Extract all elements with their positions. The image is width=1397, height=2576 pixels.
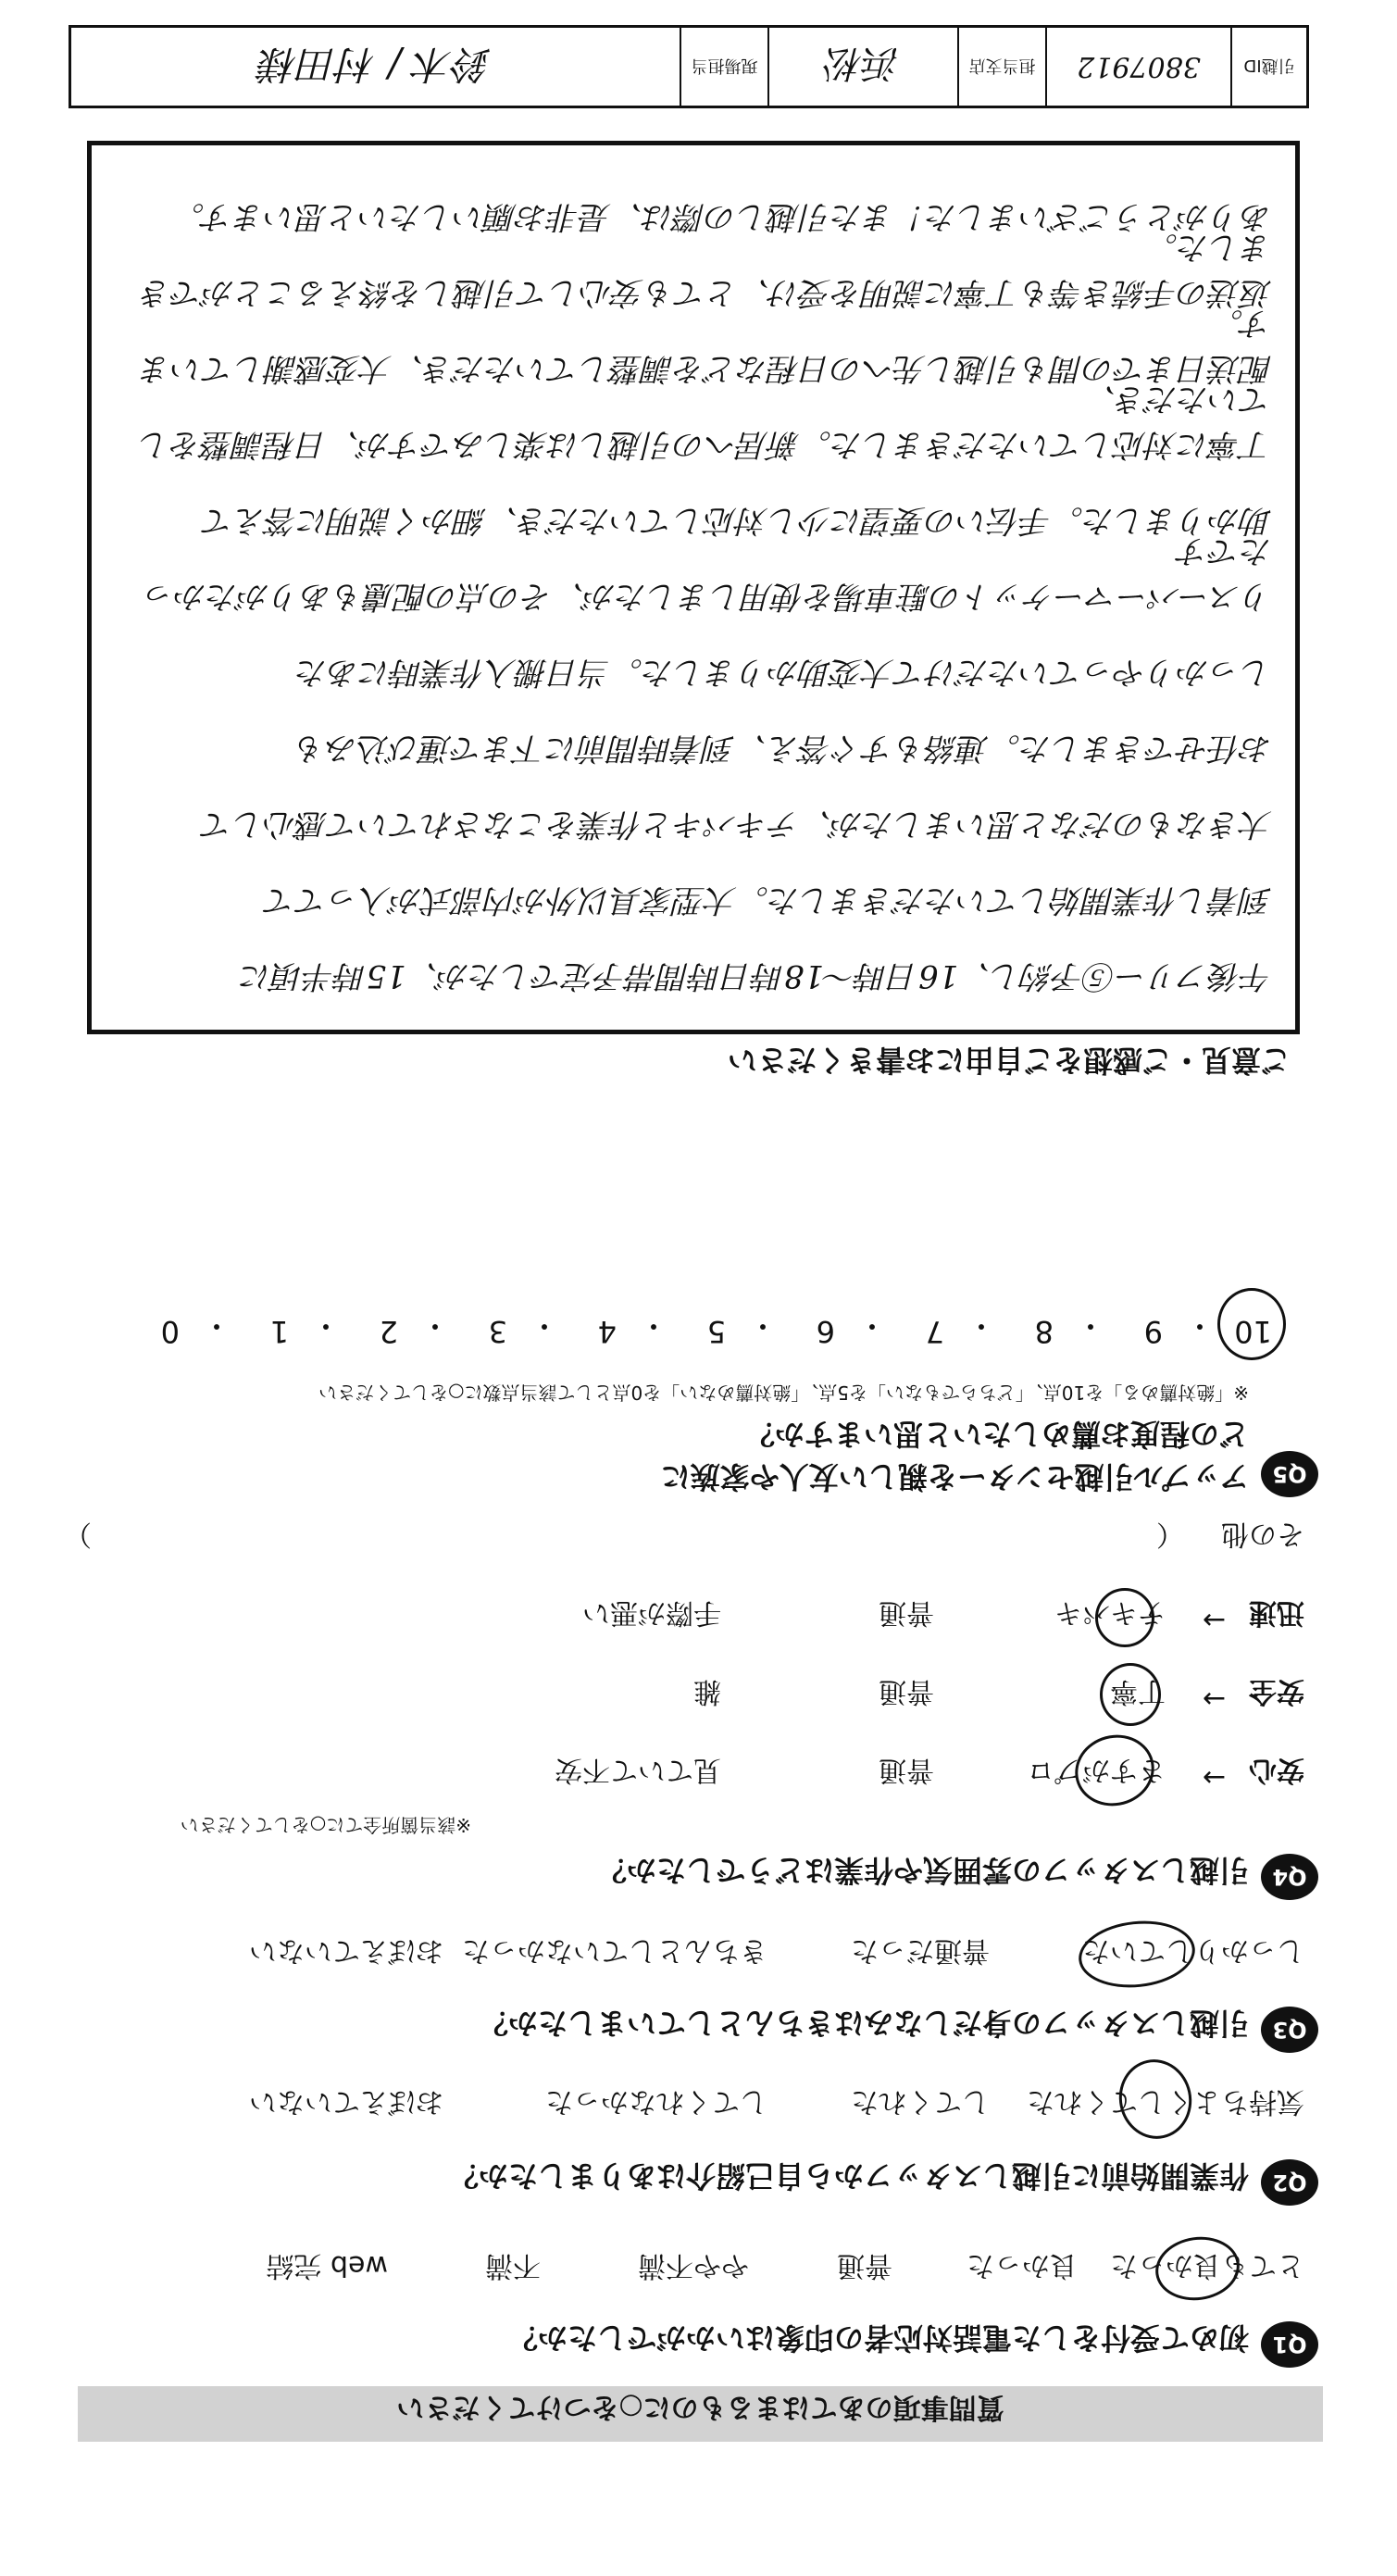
q5-scale-value-4[interactable]: 4 (597, 1314, 617, 1349)
crew-value: 鈴木 / 村田様 (71, 28, 681, 106)
q4-row2-arrow: → (1202, 1682, 1226, 1715)
q2-option-4[interactable]: おぼえていない (249, 2085, 443, 2118)
branch-value: 浜松 (769, 28, 959, 106)
q5-scale-separator: ・ (747, 1308, 778, 1344)
comment-line-5: しっかりやっていただけて大変助かりました。当日搬入作業時にあた (296, 654, 1272, 691)
q5-scale-value-0[interactable]: 0 (160, 1314, 180, 1349)
q5-scale-separator: ・ (1075, 1308, 1105, 1344)
q1-option-2[interactable]: 良かった (967, 2249, 1078, 2282)
q5-question-line2: どの程度お薦めしたいと思いますか？ (744, 1417, 1249, 1452)
comment-line-1: 午後フリー⑤予約し、16日時～18時日時間帯予定でしたが、15時半頃に (240, 957, 1272, 994)
q4-question: 引越しスタッフの雰囲気や作業はどうでしたか？ (596, 1853, 1249, 1888)
q1-option-5[interactable]: 不満 (485, 2249, 541, 2282)
comment-line-3: 大きなものだなと思いましたが、テキパキと作業をこなされていて感心して (202, 806, 1272, 843)
q4-row1-arrow: → (1202, 1761, 1226, 1794)
q5-scale-value-7[interactable]: 7 (925, 1314, 944, 1349)
q2-option-1[interactable]: 気持ちよくしてくれた (1027, 2085, 1304, 2118)
instruction-band (78, 2386, 1323, 2442)
q5-scale-value-8[interactable]: 8 (1034, 1314, 1054, 1349)
q4-row2-answer-circle (1100, 1663, 1161, 1726)
q4-row1-option-1[interactable]: さすがプロ (1027, 1754, 1166, 1786)
branch-label: 担当支店 (959, 28, 1047, 106)
q5-scale-separator: ・ (856, 1308, 887, 1344)
crew-label: 現場担当 (681, 28, 769, 106)
q5-scale-separator: ・ (529, 1308, 559, 1344)
q4-row3-label: 迅速 (1249, 1596, 1304, 1629)
q3-question: 引越しスタッフの身だしなみはきちんとしていましたか？ (478, 2006, 1249, 2041)
q4-row3-option-1[interactable]: テキパキ (1054, 1596, 1166, 1629)
q5-scale-separator: ・ (638, 1308, 668, 1344)
q5-answer-circle (1217, 1288, 1286, 1360)
move-id-label: 引越ID (1243, 56, 1295, 75)
q4-row3-answer-circle (1095, 1588, 1154, 1647)
q4-row4-open: （ (1156, 1518, 1184, 1550)
q1-question: 初めて受付をした電話対応者の印象はいかがでしたか？ (507, 2320, 1249, 2356)
q3-option-2[interactable]: 普通だった (851, 1934, 990, 1967)
q1-option-6[interactable]: web 完結 (266, 2249, 388, 2282)
comments-box[interactable] (87, 141, 1300, 1034)
q5-scale-separator: ・ (966, 1308, 996, 1344)
q5-scale-separator: ・ (419, 1308, 450, 1344)
q5-scale-separator: ・ (201, 1308, 231, 1344)
q5-scale-value-6[interactable]: 6 (816, 1314, 835, 1349)
comment-line-11: ありがとうございました！また引越しの際は、是非お願いしたいと思います。 (172, 198, 1272, 235)
q1-answer-circle (1152, 2232, 1244, 2306)
q4-row1-option-3[interactable]: 見ていて不安 (555, 1754, 721, 1786)
q4-row4-label: その他 (1221, 1518, 1304, 1550)
q1-option-1[interactable]: とても良かった (1110, 2249, 1304, 2282)
q2-question: 作業開始前に引越しスタッフから自己紹介はありましたか？ (448, 2158, 1249, 2194)
q3-badge: Q3 (1261, 2007, 1318, 2053)
q4-row2-option-2[interactable]: 普通 (879, 1675, 934, 1707)
move-id-value: 3807912 (1047, 28, 1232, 106)
q4-row3-arrow: → (1202, 1604, 1226, 1636)
q4-row4-close: ） (64, 1518, 92, 1550)
q1-badge: Q1 (1261, 2321, 1318, 2368)
q5-scale-value-3[interactable]: 3 (488, 1314, 507, 1349)
q1-option-4[interactable]: やや不満 (638, 2249, 749, 2282)
q5-note: ※「絶対薦める」を10点、「どちらでもない」を5点、「絶対薦めない」を0点として該当点数に○をしてください (318, 1382, 1249, 1404)
q2-option-3[interactable]: してくれなかった (545, 2085, 767, 2118)
q4-row1-answer-circle (1067, 1726, 1163, 1815)
q4-row1-option-2[interactable]: 普通 (879, 1754, 934, 1786)
comment-line-10: 返送の手続き等も丁寧に説明を受け、とても安心して引越しを終えることができました。 (140, 229, 1272, 311)
q3-answer-circle (1076, 1916, 1199, 1994)
q2-option-2[interactable]: してくれた (851, 2085, 990, 2118)
comment-line-6: りスーパーマーケットの駐車場を使用しましたが、その点の配慮もありがたかったです (143, 532, 1272, 615)
q1-option-3[interactable]: 普通 (837, 2249, 892, 2282)
q5-scale-value-10[interactable]: 10 (1234, 1314, 1272, 1349)
q5-scale-value-5[interactable]: 5 (706, 1314, 726, 1349)
q2-badge: Q2 (1261, 2159, 1318, 2206)
q5-scale-value-2[interactable]: 2 (379, 1314, 398, 1349)
comment-line-4: お任せできました。連絡もすぐ答え、到着時間前に下まで運び込みも (293, 730, 1272, 767)
comment-line-2: 到着し作業開始していただきました。大型家具以外が内部式が入ってて (265, 882, 1272, 919)
q4-row2-option-3[interactable]: 雑 (693, 1675, 721, 1707)
header-info-table (69, 25, 1309, 108)
q4-row2-label: 安全 (1249, 1675, 1304, 1707)
q4-note: ※該当箇所全てに○をしてください (180, 1814, 471, 1836)
q5-scale-value-9[interactable]: 9 (1143, 1314, 1163, 1349)
q4-badge: Q4 (1261, 1854, 1318, 1900)
q4-row1-label: 安心 (1249, 1754, 1304, 1786)
q2-answer-circle (1112, 2053, 1199, 2145)
q5-scale-separator: ・ (310, 1308, 341, 1344)
q5-badge: Q5 (1261, 1451, 1318, 1497)
comment-line-7: 助かりました。手伝いの要望に少し対応していただき、細かく説明に答えて (203, 502, 1272, 539)
q5-scale-value-1[interactable]: 1 (269, 1314, 289, 1349)
q3-option-1[interactable]: しっかりしていた (1082, 1934, 1304, 1967)
q5-question-line1: アップル引越センターを親しい友人や家族に (660, 1459, 1249, 1494)
comments-title: ご意見・ご感想をご自由にお書きください (727, 1043, 1291, 1078)
q3-option-4[interactable]: おぼえていない (249, 1934, 443, 1967)
q4-row2-option-1[interactable]: 丁寧 (1110, 1675, 1166, 1707)
q4-row3-option-2[interactable]: 普通 (879, 1596, 934, 1629)
q3-option-3[interactable]: きちんとしていなかった (462, 1934, 767, 1967)
q4-row3-option-3[interactable]: 手際が悪い (582, 1596, 721, 1629)
comment-line-9: 配送日までの間も引越し先への日程などを調整していただき、大変感謝しています。 (140, 305, 1272, 387)
q5-scale-separator: ・ (1184, 1308, 1215, 1344)
comment-line-8: 丁寧に対応していただきました。新居への引越しは楽しみですが、日程調整をしていただき、 (139, 381, 1272, 463)
instruction-text: 質問事項のあてはまるものに○をつけてください (396, 2391, 1004, 2423)
